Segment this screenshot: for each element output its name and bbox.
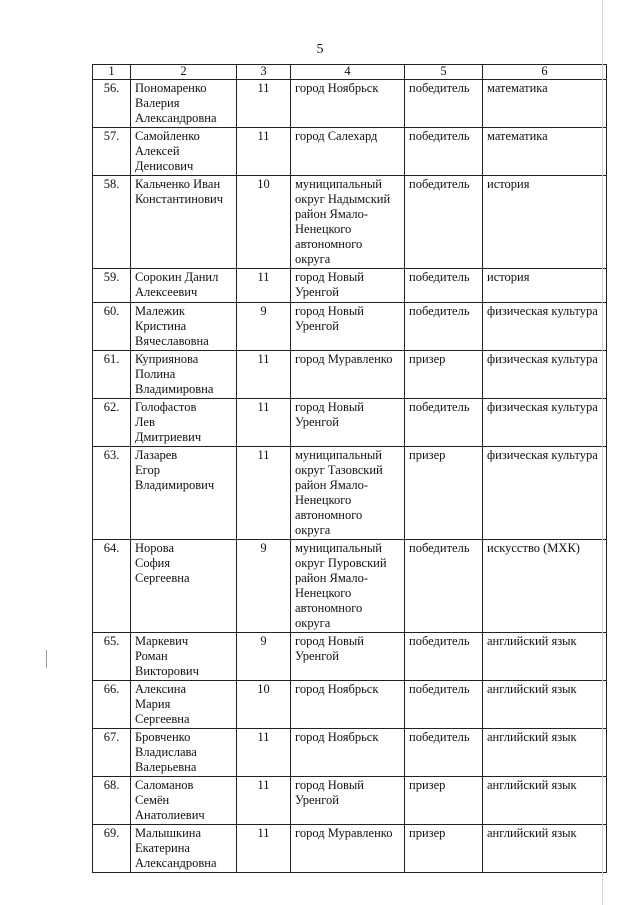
page-number: 5: [316, 42, 324, 57]
subject: математика: [483, 128, 607, 176]
column-number: 5: [405, 65, 483, 80]
subject: история: [483, 176, 607, 269]
row-number: 65.: [93, 633, 131, 681]
municipality: город Новый Уренгой: [291, 269, 405, 303]
table-row: [93, 729, 607, 777]
participant-name: Сорокин Данил Алексеевич: [131, 269, 237, 303]
column-number: 6: [483, 65, 607, 80]
grade: 11: [237, 825, 291, 873]
result-status: призер: [405, 777, 483, 825]
grade: 9: [237, 633, 291, 681]
participant-name: Саломанов Семён Анатолиевич: [131, 777, 237, 825]
row-number: 59.: [93, 269, 131, 303]
participant-name: Малышкина Екатерина Александровна: [131, 825, 237, 873]
row-number: 63.: [93, 447, 131, 540]
margin-rule: [602, 0, 603, 905]
grade: 11: [237, 447, 291, 540]
grade: 11: [237, 777, 291, 825]
table-row: [93, 540, 607, 633]
municipality: город Ноябрьск: [291, 729, 405, 777]
municipality: город Новый Уренгой: [291, 633, 405, 681]
result-status: победитель: [405, 729, 483, 777]
participant-name: Норова София Сергеевна: [131, 540, 237, 633]
column-number: 3: [237, 65, 291, 80]
subject: английский язык: [483, 681, 607, 729]
result-status: победитель: [405, 80, 483, 128]
result-status: призер: [405, 447, 483, 540]
grade: 11: [237, 729, 291, 777]
result-status: победитель: [405, 269, 483, 303]
municipality: город Ноябрьск: [291, 80, 405, 128]
subject: математика: [483, 80, 607, 128]
participant-name: Малежик Кристина Вячеславовна: [131, 303, 237, 351]
result-status: призер: [405, 351, 483, 399]
column-numbers-row: [93, 65, 607, 80]
grade: 11: [237, 80, 291, 128]
row-number: 69.: [93, 825, 131, 873]
result-status: победитель: [405, 681, 483, 729]
row-number: 68.: [93, 777, 131, 825]
grade: 11: [237, 128, 291, 176]
municipality: город Новый Уренгой: [291, 777, 405, 825]
result-status: победитель: [405, 128, 483, 176]
table-row: [93, 681, 607, 729]
row-number: 61.: [93, 351, 131, 399]
result-status: победитель: [405, 633, 483, 681]
subject: искусство (МХК): [483, 540, 607, 633]
participant-name: Лазарев Егор Владимирович: [131, 447, 237, 540]
result-status: победитель: [405, 399, 483, 447]
table-row: [93, 777, 607, 825]
result-status: победитель: [405, 303, 483, 351]
subject: английский язык: [483, 633, 607, 681]
table-row: [93, 176, 607, 269]
grade: 10: [237, 681, 291, 729]
row-number: 64.: [93, 540, 131, 633]
grade: 10: [237, 176, 291, 269]
subject: физическая культура: [483, 447, 607, 540]
column-number: 2: [131, 65, 237, 80]
municipality: город Ноябрьск: [291, 681, 405, 729]
grade: 11: [237, 399, 291, 447]
municipality: город Салехард: [291, 128, 405, 176]
row-number: 60.: [93, 303, 131, 351]
row-number: 66.: [93, 681, 131, 729]
municipality: муниципальный округ Тазовский район Ямало- Ненецкого автономного округа: [291, 447, 405, 540]
table-body: [93, 80, 607, 873]
subject: английский язык: [483, 825, 607, 873]
subject: история: [483, 269, 607, 303]
row-number: 67.: [93, 729, 131, 777]
column-number: 4: [291, 65, 405, 80]
table-row: [93, 825, 607, 873]
result-status: победитель: [405, 176, 483, 269]
municipality: город Муравленко: [291, 825, 405, 873]
participant-name: Маркевич Роман Викторович: [131, 633, 237, 681]
participant-name: Бровченко Владислава Валерьевна: [131, 729, 237, 777]
table-row: [93, 351, 607, 399]
grade: 11: [237, 269, 291, 303]
subject: физическая культура: [483, 351, 607, 399]
participant-name: Пономаренко Валерия Александровна: [131, 80, 237, 128]
table-row: [93, 447, 607, 540]
table-row: [93, 80, 607, 128]
result-status: призер: [405, 825, 483, 873]
subject: английский язык: [483, 729, 607, 777]
grade: 9: [237, 540, 291, 633]
participant-name: Голофастов Лев Дмитриевич: [131, 399, 237, 447]
municipality: муниципальный округ Надымский район Ямало- Ненецкого автономного округа: [291, 176, 405, 269]
grade: 11: [237, 351, 291, 399]
participants-table: [92, 64, 607, 873]
result-status: победитель: [405, 540, 483, 633]
row-number: 56.: [93, 80, 131, 128]
table-row: [93, 128, 607, 176]
municipality: муниципальный округ Пуровский район Ямало- Ненецкого автономного округа: [291, 540, 405, 633]
municipality: город Новый Уренгой: [291, 399, 405, 447]
table-row: [93, 633, 607, 681]
table-row: [93, 399, 607, 447]
row-number: 57.: [93, 128, 131, 176]
subject: английский язык: [483, 777, 607, 825]
table-row: [93, 303, 607, 351]
municipality: город Новый Уренгой: [291, 303, 405, 351]
table-row: [93, 269, 607, 303]
grade: 9: [237, 303, 291, 351]
participant-name: Куприянова Полина Владимировна: [131, 351, 237, 399]
row-number: 58.: [93, 176, 131, 269]
subject: физическая культура: [483, 399, 607, 447]
participant-name: Самойленко Алексей Денисович: [131, 128, 237, 176]
row-number: 62.: [93, 399, 131, 447]
subject: физическая культура: [483, 303, 607, 351]
scan-mark: [46, 650, 47, 668]
column-number: 1: [93, 65, 131, 80]
municipality: город Муравленко: [291, 351, 405, 399]
participant-name: Алексина Мария Сергеевна: [131, 681, 237, 729]
participant-name: Кальченко Иван Константинович: [131, 176, 237, 269]
